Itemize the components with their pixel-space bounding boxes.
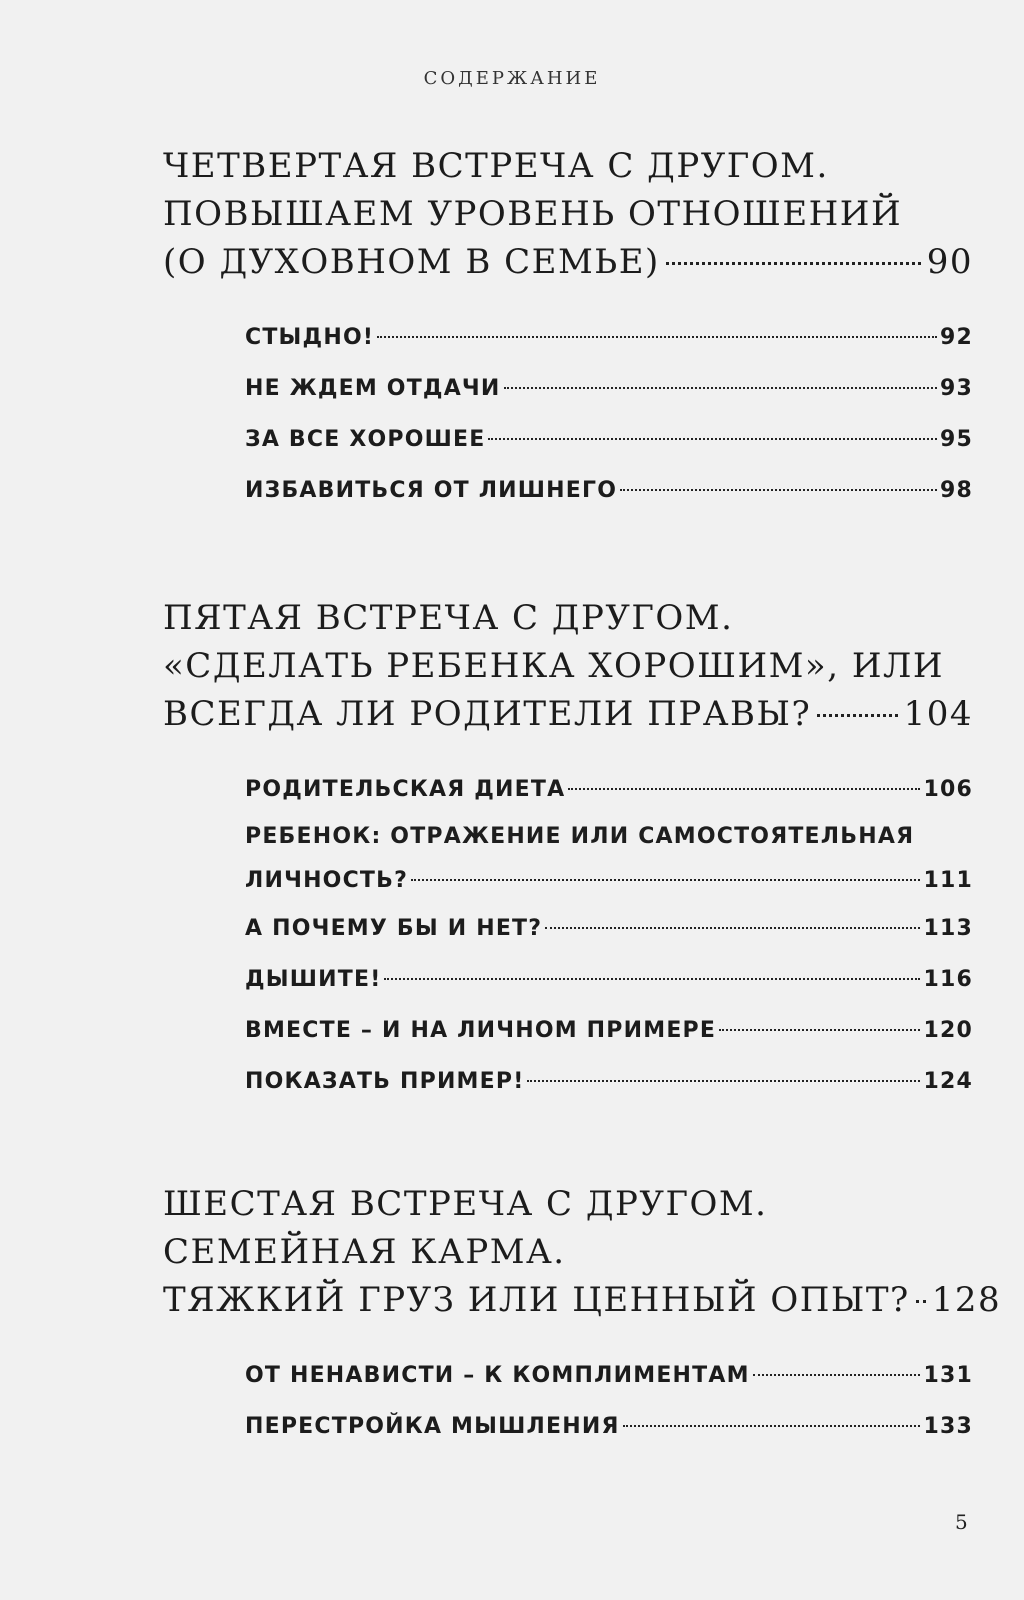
section-page-number: 120: [923, 1018, 973, 1043]
section-page-number: 133: [923, 1414, 973, 1439]
dot-leader: [916, 1300, 926, 1303]
toc-section[interactable]: [245, 363, 973, 414]
section-page-number: 95: [939, 427, 973, 452]
dot-leader: [545, 927, 920, 929]
toc-section[interactable]: [245, 764, 973, 815]
page-number: 5: [955, 1510, 968, 1534]
toc-section[interactable]: [245, 1401, 973, 1452]
chapter-title-line: ТЯЖКИЙ ГРУЗ ИЛИ ЦЕННЫЙ ОПЫТ?: [163, 1280, 910, 1320]
section-title: ПОКАЗАТЬ ПРИМЕР!: [245, 1069, 525, 1094]
section-list: [163, 764, 973, 1107]
dot-leader: [488, 438, 937, 440]
chapter-title-line: СЕМЕЙНАЯ КАРМА.: [163, 1232, 566, 1272]
section-title-first-line: РЕБЕНОК: ОТРАЖЕНИЕ ИЛИ САМОСТОЯТЕЛЬНАЯ: [245, 824, 915, 849]
chapter-title-line: ВСЕГДА ЛИ РОДИТЕЛИ ПРАВЫ?: [163, 694, 812, 734]
section-page-number: 116: [923, 967, 973, 992]
section-title: ОТ НЕНАВИСТИ – К КОМПЛИМЕНТАМ: [245, 1363, 750, 1388]
dot-leader: [384, 978, 920, 980]
toc-chapter[interactable]: [163, 142, 973, 516]
toc-section[interactable]: [245, 815, 973, 903]
section-page-number: 92: [939, 325, 973, 350]
dot-leader: [568, 788, 920, 790]
section-title: СТЫДНО!: [245, 325, 375, 350]
dot-leader: [719, 1029, 920, 1031]
running-head: СОДЕРЖАНИЕ: [423, 68, 601, 89]
section-title: РОДИТЕЛЬСКАЯ ДИЕТА: [245, 777, 566, 802]
section-page-number: 98: [939, 478, 973, 503]
chapter-title-line: ЧЕТВЕРТАЯ ВСТРЕЧА С ДРУГОМ.: [163, 146, 829, 186]
toc-section[interactable]: [245, 903, 973, 954]
chapter-title-last-line: [163, 690, 973, 738]
chapter-title-line: ШЕСТАЯ ВСТРЕЧА С ДРУГОМ.: [163, 1184, 768, 1224]
section-page-number: 131: [923, 1363, 973, 1388]
chapter-title-last-line: [163, 1276, 1002, 1324]
dot-leader: [817, 714, 897, 717]
section-title: ДЫШИТЕ!: [245, 967, 382, 992]
dot-leader: [411, 879, 920, 881]
toc-chapter[interactable]: [163, 1180, 1002, 1452]
section-page-number: 111: [923, 868, 973, 893]
dot-leader: [753, 1374, 921, 1376]
section-page-number: 106: [923, 777, 973, 802]
section-page-number: 124: [923, 1069, 973, 1094]
chapter-title-last-line: [163, 238, 973, 286]
chapter-page-number: 128: [931, 1280, 1002, 1320]
toc-section[interactable]: [245, 414, 973, 465]
dot-leader: [527, 1080, 920, 1082]
section-page-number: 113: [923, 916, 973, 941]
section-page-number: 93: [939, 376, 973, 401]
section-title-last-line: [245, 859, 973, 903]
chapter-page-number: 90: [926, 242, 973, 282]
toc-chapter[interactable]: [163, 594, 973, 1107]
chapter-page-number: 104: [903, 694, 973, 734]
dot-leader: [623, 1425, 921, 1427]
chapter-title-line: ПОВЫШАЕМ УРОВЕНЬ ОТНОШЕНИЙ: [163, 194, 903, 234]
section-title: ВМЕСТЕ – И НА ЛИЧНОМ ПРИМЕРЕ: [245, 1018, 717, 1043]
dot-leader: [377, 336, 937, 338]
dot-leader: [666, 262, 921, 265]
dot-leader: [620, 489, 937, 491]
toc-section[interactable]: [245, 954, 973, 1005]
chapter-title-line: ПЯТАЯ ВСТРЕЧА С ДРУГОМ.: [163, 598, 734, 638]
toc-section[interactable]: [245, 465, 973, 516]
section-title: ИЗБАВИТЬСЯ ОТ ЛИШНЕГО: [245, 478, 618, 503]
dot-leader: [504, 387, 937, 389]
toc-section[interactable]: [245, 312, 973, 363]
section-list: [163, 312, 973, 516]
section-title: ЗА ВСЕ ХОРОШЕЕ: [245, 427, 486, 452]
toc-section[interactable]: [245, 1056, 973, 1107]
chapter-title-line: (О ДУХОВНОМ В СЕМЬЕ): [163, 242, 660, 282]
toc-section[interactable]: [245, 1350, 973, 1401]
section-title: ПЕРЕСТРОЙКА МЫШЛЕНИЯ: [245, 1414, 620, 1439]
section-list: [163, 1350, 973, 1452]
section-title: ЛИЧНОСТЬ?: [245, 868, 409, 893]
section-title: НЕ ЖДЕМ ОТДАЧИ: [245, 376, 501, 401]
section-title: А ПОЧЕМУ БЫ И НЕТ?: [245, 916, 543, 941]
toc-section[interactable]: [245, 1005, 973, 1056]
chapter-title-line: «СДЕЛАТЬ РЕБЕНКА ХОРОШИМ», ИЛИ: [163, 646, 944, 686]
